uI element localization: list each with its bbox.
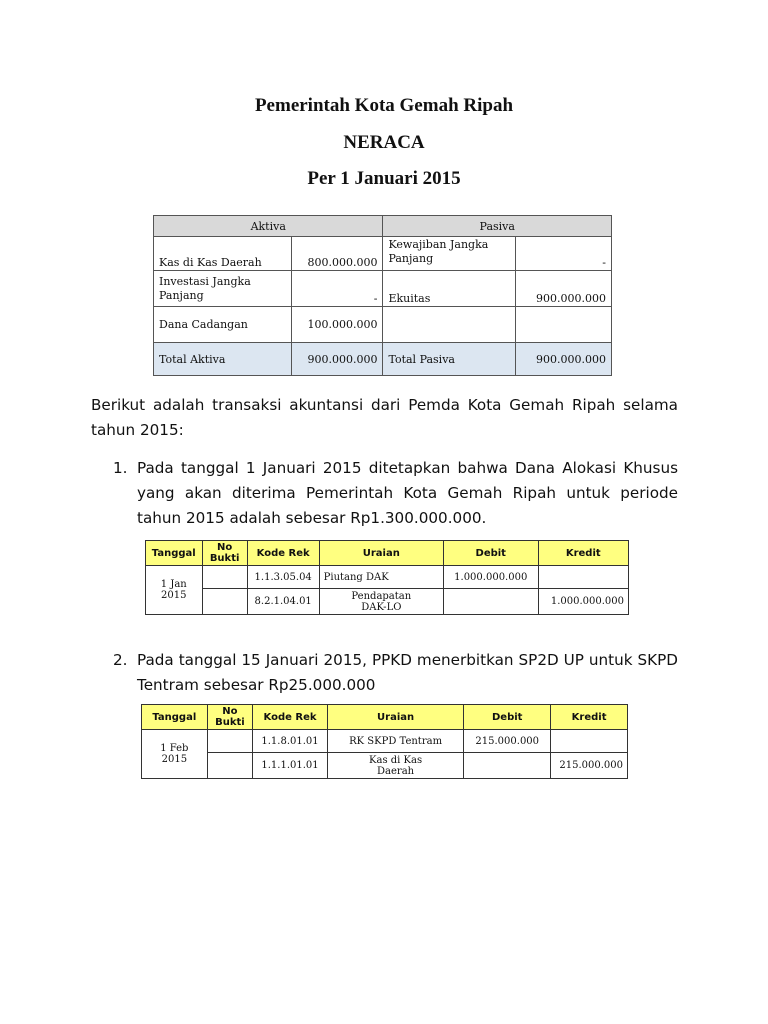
uraian-cell: RK SKPD Tentram (327, 730, 463, 753)
aktiva-value: - (291, 271, 383, 307)
aktiva-label: Dana Cadangan (154, 307, 292, 343)
kode-rek-cell: 1.1.3.05.04 (247, 566, 319, 589)
no-bukti-cell (202, 589, 247, 615)
col-tanggal: Tanggal (146, 541, 203, 566)
uraian-cell: Pendapatan DAK-LO (319, 589, 443, 615)
tanggal-cell: 1 Feb 2015 (142, 730, 208, 779)
col-uraian: Uraian (319, 541, 443, 566)
tanggal-cell: 1 Jan 2015 (146, 566, 203, 615)
total-aktiva-value: 900.000.000 (291, 343, 383, 376)
aktiva-header: Aktiva (154, 216, 383, 237)
col-uraian: Uraian (327, 705, 463, 730)
table-row (146, 566, 629, 589)
col-debit: Debit (464, 705, 551, 730)
report-name: NERACA (343, 132, 425, 153)
pasiva-value: - (516, 237, 612, 271)
col-no-bukti: No Bukti (207, 705, 252, 730)
kredit-cell: 1.000.000.000 (538, 589, 628, 615)
report-date: Per 1 Januari 2015 (307, 168, 461, 189)
item-number: 1. (113, 459, 128, 477)
aktiva-label: Kas di Kas Daerah (154, 237, 292, 271)
neraca-table (153, 215, 612, 376)
journal-table-1 (145, 540, 629, 615)
total-aktiva-label: Total Aktiva (154, 343, 292, 376)
aktiva-label: Investasi Jangka Panjang (154, 271, 292, 307)
table-row (142, 730, 628, 753)
col-kode-rek: Kode Rek (253, 705, 328, 730)
item-number: 2. (113, 651, 128, 669)
col-kode-rek: Kode Rek (247, 541, 319, 566)
document-title: Pemerintah Kota Gemah Ripah (254, 95, 514, 116)
pasiva-label: Ekuitas (383, 271, 516, 307)
pasiva-header: Pasiva (383, 216, 612, 237)
journal-table-2 (141, 704, 628, 779)
kode-rek-cell: 1.1.1.01.01 (253, 753, 328, 779)
table-row (142, 753, 628, 779)
uraian-cell: Kas di Kas Daerah (327, 753, 463, 779)
no-bukti-cell (202, 566, 247, 589)
no-bukti-cell (207, 753, 252, 779)
aktiva-value: 800.000.000 (291, 237, 383, 271)
intro-paragraph: Berikut adalah transaksi akuntansi dari Pemda Kota Gemah Ripah selama tahun 2015: (91, 396, 678, 439)
table-row (146, 589, 629, 615)
pasiva-empty (383, 307, 516, 343)
total-pasiva-value: 900.000.000 (516, 343, 612, 376)
debit-cell: 1.000.000.000 (443, 566, 538, 589)
item-text: Pada tanggal 1 Januari 2015 ditetapkan bahwa Dana Alokasi Khusus yang akan diterima Pemerintah Kota Gemah Ripah untuk periode tahun 2015 adalah sebesar Rp1.300.000.000. (137, 459, 678, 527)
item-text: Pada tanggal 15 Januari 2015, PPKD menerbitkan SP2D UP untuk SKPD Tentram sebesar Rp25.000.000 (137, 651, 678, 694)
col-tanggal: Tanggal (142, 705, 208, 730)
debit-cell (443, 589, 538, 615)
kredit-cell (538, 566, 628, 589)
pasiva-empty (516, 307, 612, 343)
uraian-cell: Piutang DAK (319, 566, 443, 589)
pasiva-label: Kewajiban Jangka Panjang (383, 237, 516, 271)
col-kredit: Kredit (551, 705, 628, 730)
no-bukti-cell (207, 730, 252, 753)
debit-cell: 215.000.000 (464, 730, 551, 753)
kode-rek-cell: 1.1.8.01.01 (253, 730, 328, 753)
pasiva-value: 900.000.000 (516, 271, 612, 307)
col-kredit: Kredit (538, 541, 628, 566)
total-pasiva-label: Total Pasiva (383, 343, 516, 376)
aktiva-value: 100.000.000 (291, 307, 383, 343)
kredit-cell: 215.000.000 (551, 753, 628, 779)
kode-rek-cell: 8.2.1.04.01 (247, 589, 319, 615)
debit-cell (464, 753, 551, 779)
col-no-bukti: No Bukti (202, 541, 247, 566)
col-debit: Debit (443, 541, 538, 566)
kredit-cell (551, 730, 628, 753)
